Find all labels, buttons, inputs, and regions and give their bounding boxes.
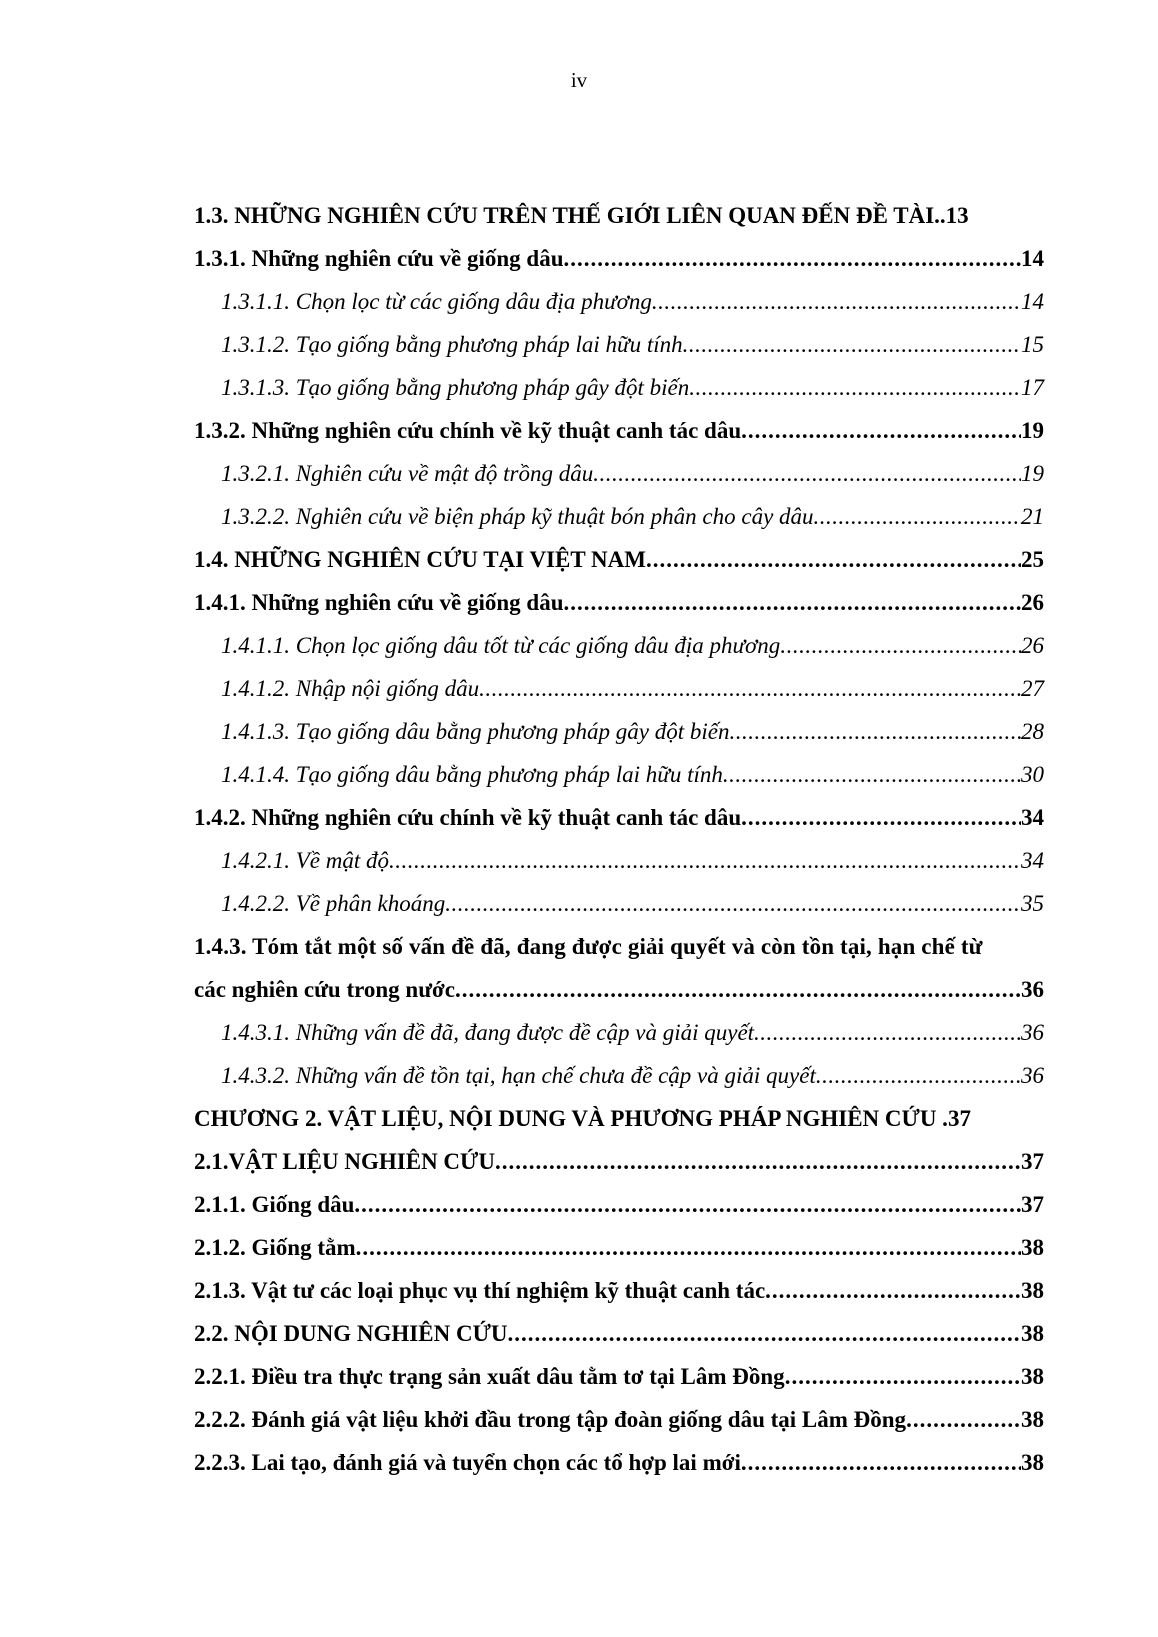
toc-entry-title: 1.4.3. Tóm tắt một số vấn đề đã, đang được giải quyết và còn tồn tại, hạn chế từ: [194, 934, 983, 959]
dot-leader: [356, 1235, 1021, 1261]
toc-entry-page: 26: [1021, 590, 1044, 615]
toc-entry[interactable]: [194, 401, 1044, 444]
toc-entry[interactable]: [194, 315, 1044, 358]
dot-leader: [741, 805, 1021, 831]
toc-entry-page: 26: [1021, 633, 1044, 658]
toc-entry[interactable]: [194, 530, 1044, 573]
toc-entry-title: 1.4.2. Những nghiên cứu chính về kỹ thuật canh tác dâu: [194, 805, 742, 830]
dot-leader: [906, 1407, 1021, 1433]
dot-leader: [814, 504, 1021, 530]
toc-entry[interactable]: [194, 444, 1044, 487]
toc-entry[interactable]: [194, 1132, 1044, 1175]
toc-entry-page: 17: [1021, 375, 1044, 400]
toc-entry[interactable]: [194, 745, 1044, 788]
toc-entry[interactable]: [194, 186, 1044, 229]
toc-entry[interactable]: [194, 1218, 1044, 1261]
dot-leader: [729, 719, 1021, 745]
toc-entry-page: 38: [1021, 1278, 1044, 1303]
toc-entry-title: 1.3.1. Những nghiên cứu về giống dâu: [194, 246, 564, 271]
toc-entry-page: 37: [1021, 1192, 1044, 1217]
dot-leader: [455, 977, 1021, 1003]
toc-entry[interactable]: [194, 831, 1044, 874]
toc-entry-title: CHƯƠNG 2. VẬT LIỆU, NỘI DUNG VÀ PHƯƠNG PHÁP NGHIÊN CỨU .: [194, 1106, 948, 1131]
toc-entry[interactable]: [194, 917, 1044, 960]
toc-entry-page: 15: [1021, 332, 1044, 357]
toc-entry-page: 38: [1021, 1321, 1044, 1346]
toc-entry-title: các nghiên cứu trong nước: [194, 977, 455, 1002]
toc-entry-title: 1.4.3.1. Những vấn đề đã, đang được đề cập và giải quyết: [221, 1020, 755, 1045]
dot-leader: [354, 1192, 1021, 1218]
table-of-contents: [194, 186, 1044, 1476]
toc-entry[interactable]: [194, 1175, 1044, 1218]
toc-entry[interactable]: [194, 229, 1044, 272]
toc-entry-title: 1.3.2. Những nghiên cứu chính về kỹ thuật canh tác dâu: [194, 418, 742, 443]
toc-entry-page: 36: [1021, 1063, 1044, 1088]
dot-leader: [593, 461, 1021, 487]
toc-entry-page: 27: [1021, 676, 1044, 701]
toc-entry-title: 1.3.1.1. Chọn lọc từ các giống dâu địa phương: [221, 289, 652, 314]
dot-leader: [389, 848, 1021, 874]
toc-entry-title: 1.4.1.1. Chọn lọc giống dâu tốt từ các giống dâu địa phương: [221, 633, 781, 658]
toc-entry-title: 1.4.2.1. Về mật độ: [221, 848, 390, 873]
dot-leader: [564, 590, 1022, 616]
dot-leader: [785, 1364, 1021, 1390]
dot-leader: [723, 762, 1021, 788]
dot-leader: [816, 1063, 1021, 1089]
dot-leader: [780, 633, 1021, 659]
toc-entry-page: 37: [947, 1106, 971, 1131]
toc-entry-page: 34: [1021, 805, 1044, 830]
toc-entry-page: 30: [1021, 762, 1044, 787]
toc-entry-title: 1.4.1. Những nghiên cứu về giống dâu: [194, 590, 564, 615]
toc-entry-title: 1.3.2.2. Nghiên cứu về biện pháp kỹ thuật bón phân cho cây dâu: [221, 504, 814, 529]
dot-leader: [495, 1149, 1021, 1175]
toc-entry-title: 2.2.3. Lai tạo, đánh giá và tuyển chọn các tổ hợp lai mới: [194, 1450, 741, 1475]
toc-entry[interactable]: [194, 702, 1044, 745]
toc-entry[interactable]: [194, 1433, 1044, 1476]
toc-entry-title: 1.3.1.3. Tạo giống bằng phương pháp gây đột biến: [221, 375, 690, 400]
toc-entry-page: 14: [1021, 246, 1044, 271]
dot-leader: [754, 1020, 1021, 1046]
toc-entry-title: 1.3.2.1. Nghiên cứu về mật độ trồng dâu: [221, 461, 594, 486]
dot-leader: [741, 418, 1021, 444]
toc-entry[interactable]: [194, 1046, 1044, 1089]
toc-entry-page: 38: [1021, 1364, 1044, 1389]
toc-entry-page: 21: [1021, 504, 1044, 529]
dot-leader: [564, 246, 1022, 272]
toc-entry[interactable]: [194, 1089, 1044, 1132]
dot-leader: [508, 1321, 1022, 1347]
toc-entry[interactable]: [194, 616, 1044, 659]
toc-entry[interactable]: [194, 1347, 1044, 1390]
toc-entry-page: 36: [1021, 1020, 1044, 1045]
dot-leader: [765, 1278, 1021, 1304]
toc-entry-page: 19: [1021, 418, 1044, 443]
toc-entry-page: 13: [945, 203, 969, 228]
toc-entry[interactable]: [194, 487, 1044, 530]
toc-entry[interactable]: [194, 1304, 1044, 1347]
dot-leader: [652, 289, 1021, 315]
toc-entry-page: 34: [1021, 848, 1044, 873]
toc-entry-title: 2.1.VẬT LIỆU NGHIÊN CỨU: [194, 1149, 495, 1174]
toc-entry-page: 19: [1021, 461, 1044, 486]
toc-entry-title: 1.4. NHỮNG NGHIÊN CỨU TẠI VIỆT NAM: [194, 547, 646, 572]
toc-entry-page: 25: [1021, 547, 1044, 572]
toc-entry[interactable]: [194, 1003, 1044, 1046]
dot-leader: [445, 891, 1021, 917]
toc-entry[interactable]: [194, 1261, 1044, 1304]
toc-entry-title: 2.2.1. Điều tra thực trạng sản xuất dâu tằm tơ tại Lâm Đồng: [194, 1364, 785, 1389]
dot-leader: [741, 1450, 1021, 1476]
toc-entry-title: 2.1.1. Giống dâu: [194, 1192, 355, 1217]
toc-entry-title: 1.4.1.4. Tạo giống dâu bằng phương pháp lai hữu tính: [221, 762, 723, 787]
toc-entry-title: 1.3. NHỮNG NGHIÊN CỨU TRÊN THẾ GIỚI LIÊN QUAN ĐẾN ĐỀ TÀI..: [194, 203, 946, 228]
toc-entry-title: 1.3.1.2. Tạo giống bằng phương pháp lai hữu tính: [221, 332, 683, 357]
toc-entry[interactable]: [194, 1390, 1044, 1433]
toc-entry-title: 1.4.3.2. Những vấn đề tồn tại, hạn chế chưa đề cập và giải quyết: [221, 1063, 816, 1088]
toc-entry-title: 1.4.1.3. Tạo giống dâu bằng phương pháp gây đột biến: [221, 719, 730, 744]
dot-leader: [689, 375, 1021, 401]
toc-entry-page: 14: [1021, 289, 1044, 314]
toc-entry-title: 2.1.2. Giống tằm: [194, 1235, 356, 1260]
toc-entry-page: 38: [1021, 1407, 1044, 1432]
toc-entry[interactable]: [194, 960, 1044, 1003]
toc-entry-page: 38: [1021, 1235, 1044, 1260]
toc-entry[interactable]: [194, 272, 1044, 315]
toc-entry-page: 28: [1021, 719, 1044, 744]
toc-entry-title: 2.1.3. Vật tư các loại phục vụ thí nghiệm kỹ thuật canh tác: [194, 1278, 766, 1303]
toc-entry-page: 36: [1021, 977, 1044, 1002]
toc-entry[interactable]: [194, 788, 1044, 831]
toc-entry-page: 38: [1021, 1450, 1044, 1475]
dot-leader: [683, 332, 1021, 358]
toc-entry[interactable]: [194, 358, 1044, 401]
toc-entry-title: 2.2.2. Đánh giá vật liệu khởi đầu trong tập đoàn giống dâu tại Lâm Đồng: [194, 1407, 907, 1432]
toc-entry[interactable]: [194, 659, 1044, 702]
toc-entry[interactable]: [194, 573, 1044, 616]
toc-entry-page: 35: [1021, 891, 1044, 916]
toc-entry-title: 1.4.1.2. Nhập nội giống dâu: [221, 676, 480, 701]
page-number: iv: [570, 68, 588, 92]
toc-entry-title: 2.2. NỘI DUNG NGHIÊN CỨU: [194, 1321, 508, 1346]
toc-entry[interactable]: [194, 874, 1044, 917]
dot-leader: [646, 547, 1021, 573]
toc-entry-page: 37: [1021, 1149, 1044, 1174]
dot-leader: [479, 676, 1021, 702]
toc-entry-title: 1.4.2.2. Về phân khoáng: [221, 891, 446, 916]
